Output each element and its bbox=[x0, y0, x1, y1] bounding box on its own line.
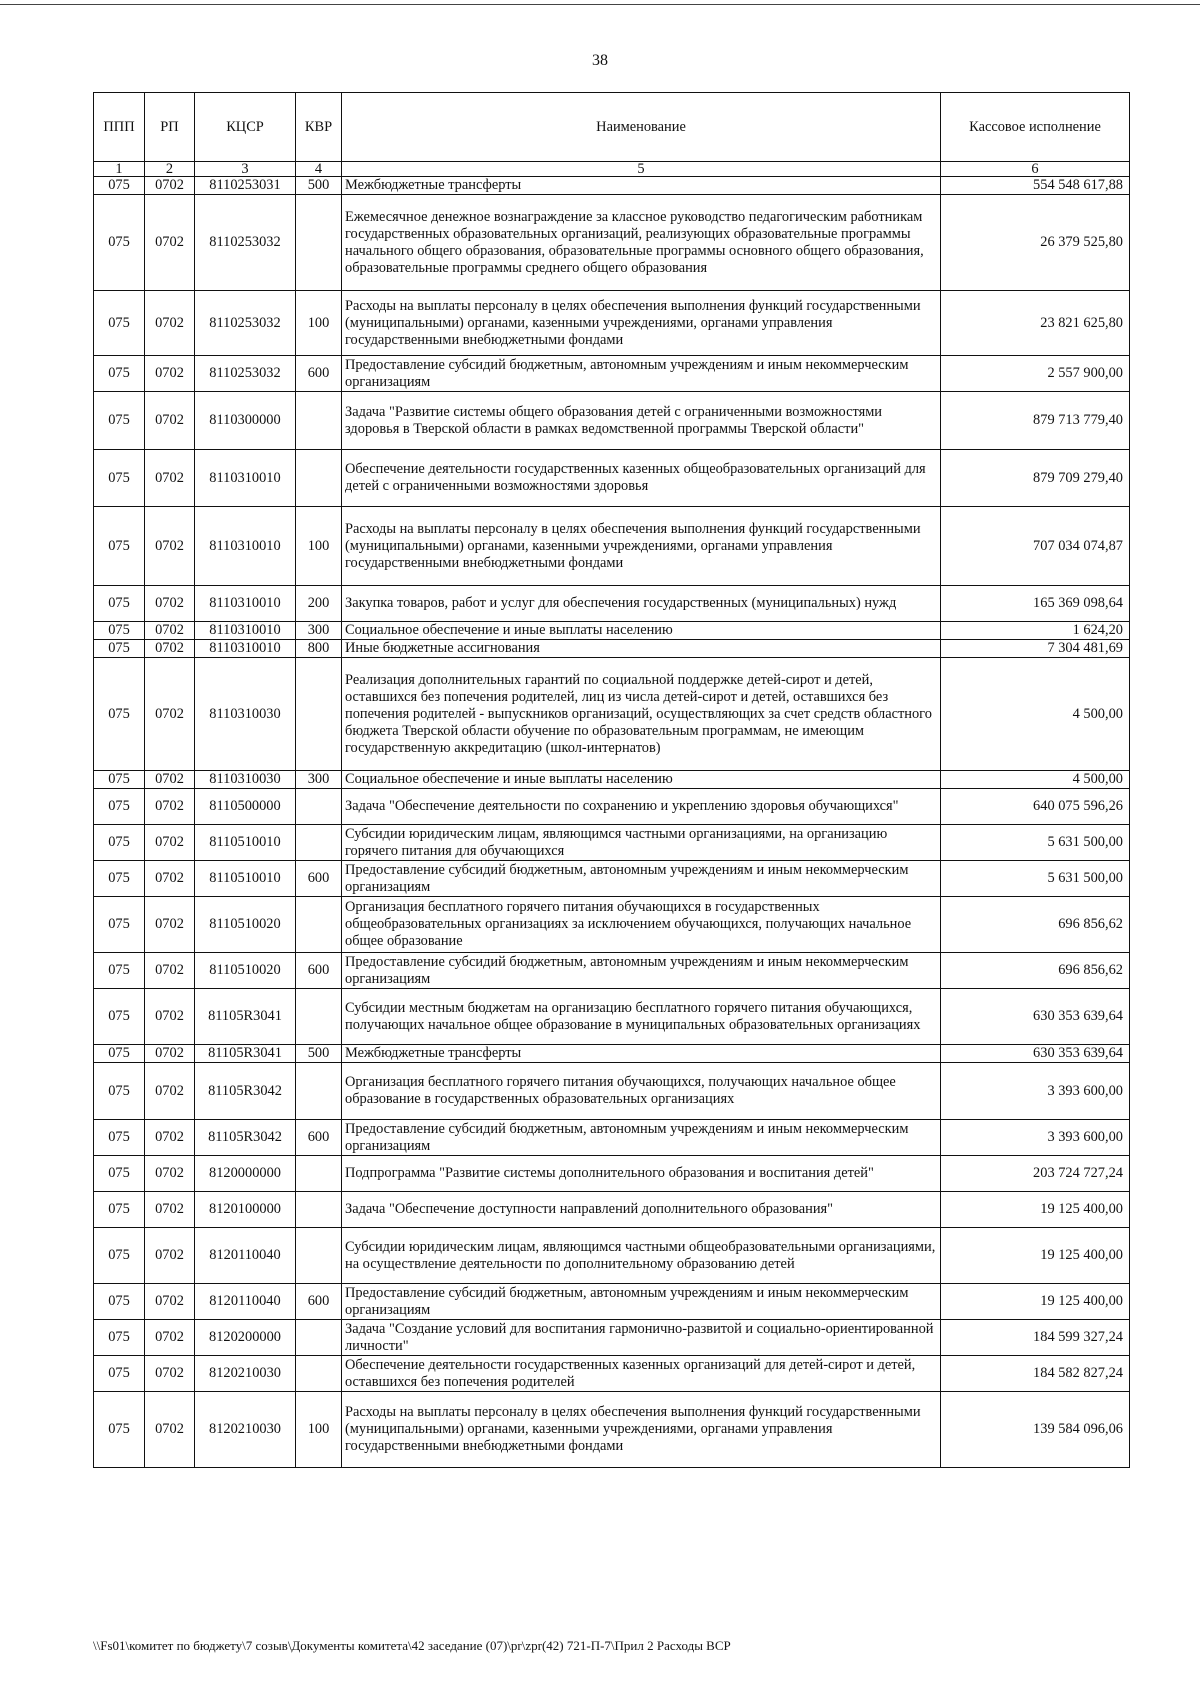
cell-ppp: 075 bbox=[94, 1228, 145, 1284]
cell-rp: 0702 bbox=[145, 1063, 195, 1120]
cell-rp: 0702 bbox=[145, 897, 195, 953]
header-rp: РП bbox=[145, 93, 195, 162]
cell-kcsr: 8120000000 bbox=[195, 1156, 296, 1192]
table-row bbox=[94, 1392, 1130, 1468]
cell-rp: 0702 bbox=[145, 450, 195, 507]
cell-kvr: 600 bbox=[296, 861, 342, 897]
table-row bbox=[94, 1320, 1130, 1356]
table-row bbox=[94, 450, 1130, 507]
cell-name: Социальное обеспечение и иные выплаты населению bbox=[342, 771, 941, 789]
table-row bbox=[94, 1228, 1130, 1284]
table-row bbox=[94, 953, 1130, 989]
cell-kcsr: 8110310010 bbox=[195, 622, 296, 640]
header-ppp: ППП bbox=[94, 93, 145, 162]
cell-rp: 0702 bbox=[145, 825, 195, 861]
column-number: 6 bbox=[941, 162, 1130, 177]
table-row bbox=[94, 1063, 1130, 1120]
cell-name: Задача "Развитие системы общего образования детей с ограниченными возможностями здоровья в Тверской области в рамках ведомственной программы Тверской области" bbox=[342, 392, 941, 450]
table-row bbox=[94, 1156, 1130, 1192]
cell-amount: 2 557 900,00 bbox=[941, 356, 1130, 392]
cell-kcsr: 8110310030 bbox=[195, 771, 296, 789]
page-number: 38 bbox=[592, 52, 608, 69]
cell-rp: 0702 bbox=[145, 1192, 195, 1228]
cell-rp: 0702 bbox=[145, 1045, 195, 1063]
cell-rp: 0702 bbox=[145, 507, 195, 586]
cell-name: Задача "Создание условий для воспитания гармонично-развитой и социально-ориентированной личности" bbox=[342, 1320, 941, 1356]
cell-name: Обеспечение деятельности государственных казенных общеобразовательных организаций для детей с ограниченными возможностями здоровья bbox=[342, 450, 941, 507]
cell-kcsr: 81105R3042 bbox=[195, 1120, 296, 1156]
cell-name: Предоставление субсидий бюджетным, автономным учреждениям и иным некоммерческим организациям bbox=[342, 861, 941, 897]
cell-rp: 0702 bbox=[145, 195, 195, 291]
table-row bbox=[94, 622, 1130, 640]
cell-rp: 0702 bbox=[145, 658, 195, 771]
cell-kcsr: 8110253032 bbox=[195, 195, 296, 291]
cell-rp: 0702 bbox=[145, 586, 195, 622]
cell-name: Задача "Обеспечение деятельности по сохранению и укреплению здоровья обучающихся" bbox=[342, 789, 941, 825]
column-number: 4 bbox=[296, 162, 342, 177]
cell-kcsr: 8110253031 bbox=[195, 177, 296, 195]
cell-name: Предоставление субсидий бюджетным, автономным учреждениям и иным некоммерческим организациям bbox=[342, 953, 941, 989]
cell-amount: 879 713 779,40 bbox=[941, 392, 1130, 450]
cell-kcsr: 8110500000 bbox=[195, 789, 296, 825]
column-number: 5 bbox=[342, 162, 941, 177]
cell-name: Иные бюджетные ассигнования bbox=[342, 640, 941, 658]
column-number: 2 bbox=[145, 162, 195, 177]
table-row bbox=[94, 195, 1130, 291]
cell-name: Субсидии юридическим лицам, являющимся частными организациями, на организацию горячего питания для обучающихся bbox=[342, 825, 941, 861]
cell-name: Ежемесячное денежное вознаграждение за классное руководство педагогическим работникам государственных образовательных организаций, реализующих образовательные программы начального общего образования, образовательные программы основного общего образования, образовательные программы среднего общего образования bbox=[342, 195, 941, 291]
cell-ppp: 075 bbox=[94, 450, 145, 507]
cell-kvr bbox=[296, 450, 342, 507]
cell-kcsr: 8110253032 bbox=[195, 356, 296, 392]
cell-ppp: 075 bbox=[94, 825, 145, 861]
cell-kvr bbox=[296, 789, 342, 825]
cell-amount: 19 125 400,00 bbox=[941, 1228, 1130, 1284]
cell-amount: 630 353 639,64 bbox=[941, 989, 1130, 1045]
table-row bbox=[94, 177, 1130, 195]
cell-kcsr: 8110310010 bbox=[195, 507, 296, 586]
cell-ppp: 075 bbox=[94, 1320, 145, 1356]
cell-name: Субсидии юридическим лицам, являющимся частными общеобразовательными организациями, на осуществление деятельности по дополнительному образованию детей bbox=[342, 1228, 941, 1284]
column-number: 1 bbox=[94, 162, 145, 177]
cell-name: Расходы на выплаты персоналу в целях обеспечения выполнения функций государственными (муниципальными) органами, казенными учреждениями, органами управления государственными внебюджетными фондами bbox=[342, 291, 941, 356]
cell-name: Закупка товаров, работ и услуг для обеспечения государственных (муниципальных) нужд bbox=[342, 586, 941, 622]
cell-name: Предоставление субсидий бюджетным, автономным учреждениям и иным некоммерческим организациям bbox=[342, 1284, 941, 1320]
cell-amount: 139 584 096,06 bbox=[941, 1392, 1130, 1468]
cell-ppp: 075 bbox=[94, 622, 145, 640]
cell-rp: 0702 bbox=[145, 1356, 195, 1392]
cell-ppp: 075 bbox=[94, 1045, 145, 1063]
cell-amount: 26 379 525,80 bbox=[941, 195, 1130, 291]
cell-kvr: 100 bbox=[296, 1392, 342, 1468]
column-number: 3 bbox=[195, 162, 296, 177]
cell-amount: 554 548 617,88 bbox=[941, 177, 1130, 195]
cell-amount: 23 821 625,80 bbox=[941, 291, 1130, 356]
cell-name: Субсидии местным бюджетам на организацию бесплатного горячего питания обучающихся, получающих начальное общее образование в муниципальных образовательных организациях bbox=[342, 989, 941, 1045]
table-row bbox=[94, 897, 1130, 953]
cell-kvr: 800 bbox=[296, 640, 342, 658]
cell-amount: 7 304 481,69 bbox=[941, 640, 1130, 658]
cell-name: Организация бесплатного горячего питания обучающихся в государственных общеобразовательных организациях за исключением обучающихся, получающих начальное общее образование bbox=[342, 897, 941, 953]
table-body bbox=[94, 177, 1130, 1468]
cell-rp: 0702 bbox=[145, 1392, 195, 1468]
cell-name: Подпрограмма "Развитие системы дополнительного образования и воспитания детей" bbox=[342, 1156, 941, 1192]
cell-ppp: 075 bbox=[94, 897, 145, 953]
cell-ppp: 075 bbox=[94, 1156, 145, 1192]
cell-amount: 203 724 727,24 bbox=[941, 1156, 1130, 1192]
cell-amount: 184 582 827,24 bbox=[941, 1356, 1130, 1392]
table-row bbox=[94, 658, 1130, 771]
cell-ppp: 075 bbox=[94, 1063, 145, 1120]
cell-kcsr: 8120110040 bbox=[195, 1284, 296, 1320]
cell-kcsr: 8120100000 bbox=[195, 1192, 296, 1228]
cell-kvr bbox=[296, 897, 342, 953]
cell-amount: 3 393 600,00 bbox=[941, 1120, 1130, 1156]
table-row bbox=[94, 392, 1130, 450]
cell-kcsr: 8120210030 bbox=[195, 1392, 296, 1468]
cell-rp: 0702 bbox=[145, 771, 195, 789]
cell-name: Расходы на выплаты персоналу в целях обеспечения выполнения функций государственными (муниципальными) органами, казенными учреждениями, органами управления государственными внебюджетными фондами bbox=[342, 507, 941, 586]
cell-ppp: 075 bbox=[94, 658, 145, 771]
cell-ppp: 075 bbox=[94, 392, 145, 450]
cell-ppp: 075 bbox=[94, 1356, 145, 1392]
table-row bbox=[94, 771, 1130, 789]
cell-ppp: 075 bbox=[94, 640, 145, 658]
cell-amount: 165 369 098,64 bbox=[941, 586, 1130, 622]
cell-kcsr: 81105R3041 bbox=[195, 989, 296, 1045]
cell-amount: 696 856,62 bbox=[941, 897, 1130, 953]
cell-amount: 19 125 400,00 bbox=[941, 1192, 1130, 1228]
cell-kcsr: 8110253032 bbox=[195, 291, 296, 356]
cell-ppp: 075 bbox=[94, 195, 145, 291]
header-amount: Кассовое исполнение bbox=[941, 93, 1130, 162]
cell-rp: 0702 bbox=[145, 640, 195, 658]
cell-amount: 879 709 279,40 bbox=[941, 450, 1130, 507]
cell-amount: 3 393 600,00 bbox=[941, 1063, 1130, 1120]
cell-kvr bbox=[296, 1063, 342, 1120]
cell-rp: 0702 bbox=[145, 1156, 195, 1192]
cell-name: Предоставление субсидий бюджетным, автономным учреждениям и иным некоммерческим организациям bbox=[342, 1120, 941, 1156]
cell-name: Предоставление субсидий бюджетным, автономным учреждениям и иным некоммерческим организациям bbox=[342, 356, 941, 392]
cell-kvr: 500 bbox=[296, 1045, 342, 1063]
cell-kvr: 100 bbox=[296, 507, 342, 586]
cell-kvr: 600 bbox=[296, 356, 342, 392]
cell-rp: 0702 bbox=[145, 989, 195, 1045]
header-kvr: КВР bbox=[296, 93, 342, 162]
cell-kvr bbox=[296, 825, 342, 861]
table-row bbox=[94, 507, 1130, 586]
table-row bbox=[94, 989, 1130, 1045]
cell-rp: 0702 bbox=[145, 1320, 195, 1356]
cell-kcsr: 8110300000 bbox=[195, 392, 296, 450]
cell-rp: 0702 bbox=[145, 291, 195, 356]
cell-kvr: 600 bbox=[296, 1120, 342, 1156]
cell-kcsr: 8120210030 bbox=[195, 1356, 296, 1392]
cell-ppp: 075 bbox=[94, 953, 145, 989]
table-row bbox=[94, 825, 1130, 861]
cell-kcsr: 8110510020 bbox=[195, 897, 296, 953]
cell-amount: 19 125 400,00 bbox=[941, 1284, 1130, 1320]
cell-ppp: 075 bbox=[94, 586, 145, 622]
cell-kcsr: 8120110040 bbox=[195, 1228, 296, 1284]
cell-rp: 0702 bbox=[145, 953, 195, 989]
budget-table bbox=[93, 92, 1130, 1468]
cell-kcsr: 81105R3042 bbox=[195, 1063, 296, 1120]
cell-rp: 0702 bbox=[145, 622, 195, 640]
cell-amount: 4 500,00 bbox=[941, 658, 1130, 771]
cell-amount: 1 624,20 bbox=[941, 622, 1130, 640]
cell-amount: 707 034 074,87 bbox=[941, 507, 1130, 586]
cell-kvr bbox=[296, 1356, 342, 1392]
cell-ppp: 075 bbox=[94, 291, 145, 356]
cell-ppp: 075 bbox=[94, 1392, 145, 1468]
cell-ppp: 075 bbox=[94, 1192, 145, 1228]
cell-rp: 0702 bbox=[145, 1284, 195, 1320]
table-row bbox=[94, 1120, 1130, 1156]
cell-kvr: 600 bbox=[296, 953, 342, 989]
cell-kcsr: 8110310030 bbox=[195, 658, 296, 771]
cell-name: Межбюджетные трансферты bbox=[342, 1045, 941, 1063]
cell-kvr bbox=[296, 1228, 342, 1284]
cell-kvr: 300 bbox=[296, 622, 342, 640]
cell-kcsr: 81105R3041 bbox=[195, 1045, 296, 1063]
cell-amount: 184 599 327,24 bbox=[941, 1320, 1130, 1356]
cell-amount: 4 500,00 bbox=[941, 771, 1130, 789]
cell-kcsr: 8110510020 bbox=[195, 953, 296, 989]
cell-ppp: 075 bbox=[94, 861, 145, 897]
cell-rp: 0702 bbox=[145, 861, 195, 897]
cell-name: Обеспечение деятельности государственных казенных организаций для детей-сирот и детей, оставшихся без попечения родителей bbox=[342, 1356, 941, 1392]
cell-kcsr: 8110310010 bbox=[195, 450, 296, 507]
cell-kcsr: 8120200000 bbox=[195, 1320, 296, 1356]
cell-kvr: 200 bbox=[296, 586, 342, 622]
cell-amount: 696 856,62 bbox=[941, 953, 1130, 989]
cell-ppp: 075 bbox=[94, 177, 145, 195]
cell-kcsr: 8110510010 bbox=[195, 861, 296, 897]
cell-ppp: 075 bbox=[94, 989, 145, 1045]
cell-amount: 630 353 639,64 bbox=[941, 1045, 1130, 1063]
cell-kvr bbox=[296, 195, 342, 291]
cell-ppp: 075 bbox=[94, 1120, 145, 1156]
table-row bbox=[94, 1192, 1130, 1228]
footer-file-path: \\Fs01\комитет по бюджету\7 созыв\Документы комитета\42 заседание (07)\pr\zpr(42) 721-П-7\Прил 2 Расходы ВСР bbox=[93, 1638, 731, 1653]
cell-ppp: 075 bbox=[94, 356, 145, 392]
table-row bbox=[94, 1356, 1130, 1392]
cell-rp: 0702 bbox=[145, 356, 195, 392]
header-row bbox=[94, 93, 1130, 162]
cell-kvr bbox=[296, 1156, 342, 1192]
table-row bbox=[94, 861, 1130, 897]
cell-rp: 0702 bbox=[145, 1228, 195, 1284]
cell-kcsr: 8110310010 bbox=[195, 640, 296, 658]
header-name: Наименование bbox=[342, 93, 941, 162]
table-row bbox=[94, 1045, 1130, 1063]
cell-kvr: 300 bbox=[296, 771, 342, 789]
table-row bbox=[94, 1284, 1130, 1320]
table-row bbox=[94, 356, 1130, 392]
cell-rp: 0702 bbox=[145, 789, 195, 825]
cell-name: Межбюджетные трансферты bbox=[342, 177, 941, 195]
cell-name: Организация бесплатного горячего питания обучающихся, получающих начальное общее образование в государственных образовательных организациях bbox=[342, 1063, 941, 1120]
cell-amount: 5 631 500,00 bbox=[941, 825, 1130, 861]
cell-kvr bbox=[296, 1320, 342, 1356]
cell-kvr: 600 bbox=[296, 1284, 342, 1320]
cell-kvr bbox=[296, 392, 342, 450]
cell-kvr bbox=[296, 989, 342, 1045]
top-rule bbox=[0, 4, 1200, 5]
cell-kcsr: 8110310010 bbox=[195, 586, 296, 622]
cell-rp: 0702 bbox=[145, 177, 195, 195]
cell-kvr bbox=[296, 658, 342, 771]
table-row bbox=[94, 640, 1130, 658]
cell-kvr bbox=[296, 1192, 342, 1228]
cell-name: Расходы на выплаты персоналу в целях обеспечения выполнения функций государственными (муниципальными) органами, казенными учреждениями, органами управления государственными внебюджетными фондами bbox=[342, 1392, 941, 1468]
cell-name: Социальное обеспечение и иные выплаты населению bbox=[342, 622, 941, 640]
column-number-row bbox=[94, 162, 1130, 177]
cell-ppp: 075 bbox=[94, 507, 145, 586]
cell-kvr: 500 bbox=[296, 177, 342, 195]
cell-kcsr: 8110510010 bbox=[195, 825, 296, 861]
cell-ppp: 075 bbox=[94, 1284, 145, 1320]
cell-ppp: 075 bbox=[94, 789, 145, 825]
cell-name: Задача "Обеспечение доступности направлений дополнительного образования" bbox=[342, 1192, 941, 1228]
cell-amount: 640 075 596,26 bbox=[941, 789, 1130, 825]
cell-kvr: 100 bbox=[296, 291, 342, 356]
table-row bbox=[94, 789, 1130, 825]
table-row bbox=[94, 291, 1130, 356]
header-kcsr: КЦСР bbox=[195, 93, 296, 162]
cell-rp: 0702 bbox=[145, 392, 195, 450]
cell-ppp: 075 bbox=[94, 771, 145, 789]
cell-rp: 0702 bbox=[145, 1120, 195, 1156]
cell-name: Реализация дополнительных гарантий по социальной поддержке детей-сирот и детей, оставшихся без попечения родителей, лиц из числа детей-сирот и детей, оставшихся без попечения родителей - выпускников организаций, осуществляющих за счет средств областного бюджета Тверской области обучение по образовательным программам, не имеющим государственную аккредитацию (школ-интернатов) bbox=[342, 658, 941, 771]
cell-amount: 5 631 500,00 bbox=[941, 861, 1130, 897]
table-row bbox=[94, 586, 1130, 622]
